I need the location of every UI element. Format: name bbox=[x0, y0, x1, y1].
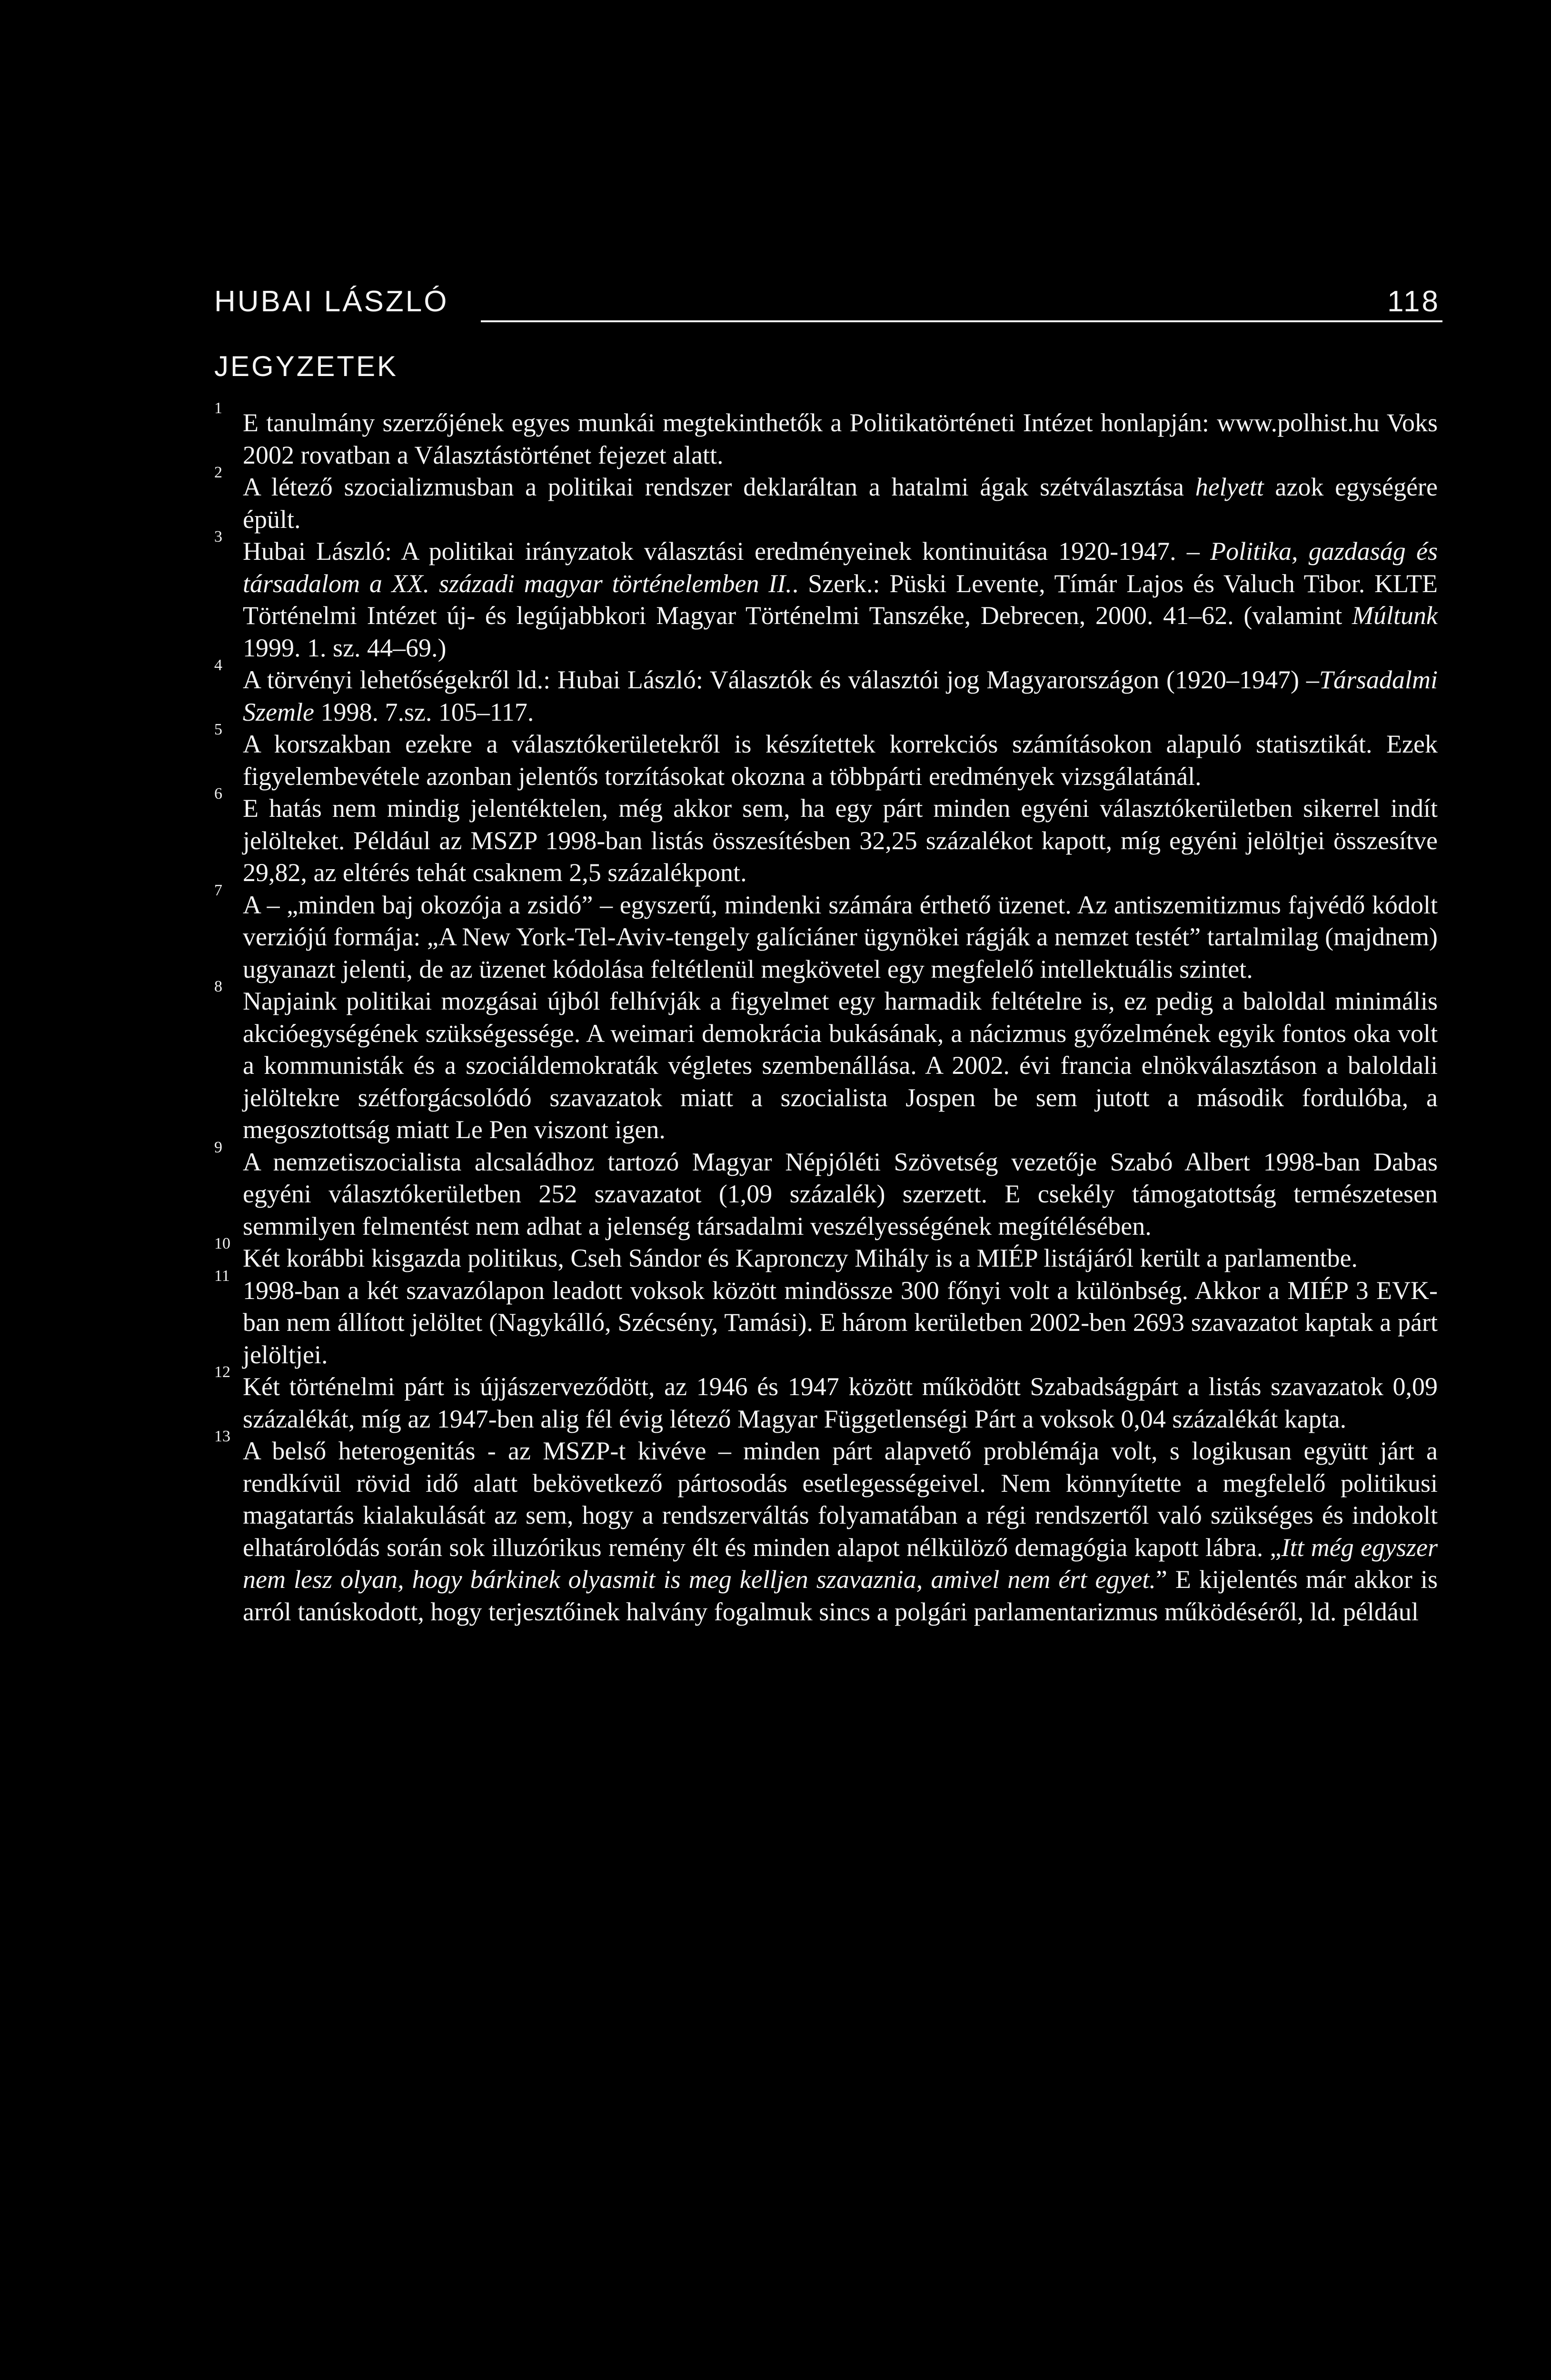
footnote-text-segment: . Szerk.: Püski Levente, Tímár Lajos és Valuch Tibor. KLTE Történelmi Intézet új- és legújabbkori Magyar Történelmi Tanszéke, Debrecen, 2000. 41–62. (valamint bbox=[243, 569, 1438, 630]
footnote-text bbox=[243, 664, 1438, 728]
footnote-number: 10 bbox=[214, 1235, 230, 1252]
footnote bbox=[214, 1235, 1438, 1275]
footnote-text-segment: 1999. 1. sz. 44–69.) bbox=[243, 633, 447, 662]
footnote-italic-text: Múltunk bbox=[1352, 601, 1438, 630]
footnote-text-segment: A belső heterogenitás - az MSZP-t kivéve – minden párt alapvető problémája volt, s logikusan együtt járt a rendkívül rövid idő alatt bekövetkező pártosodás esetlegességeivel. Nem könnyítette a megfelelő politikusi magatartás kialakulását az sem, hogy a rendszerváltás folyamatában a régi rendszertől való szükséges és indokolt elhatárolódás során sok illuzórikus remény élt és minden alapot nélkülöző demagógia kapott lábra. „ bbox=[243, 1437, 1438, 1562]
footnote-text-segment: A létező szocializmusban a politikai rendszer deklaráltan a hatalmi ágak szétválasztása bbox=[243, 473, 1195, 501]
footnote-text-segment: Napjaink politikai mozgásai újból felhívják a figyelmet egy harmadik feltételre is, ez pedig a baloldal minimális akcióegységének szükségessége. A weimari demokrácia bukásának, a nácizmus győzelmének egyik fontos oka volt a kommunisták és a szociáldemokraták végletes szembenállása. A 2002. évi francia elnökválasztáson a baloldali jelöltekre szétforgácsolódó szavazatok miatt a szocialista Jospen be sem jutott a második fordulóba, a megosztottság miatt Le Pen viszont igen. bbox=[243, 987, 1438, 1144]
footnote-text bbox=[243, 728, 1438, 793]
footnote-text-segment: Két történelmi párt is újjászerveződött, az 1946 és 1947 között működött Szabadságpárt a listás szavazatok 0,09 százalékát, míg az 1947-ben alig fél évig létező Magyar Függetlenségi Párt a voksok 0,04 százalékát kapta. bbox=[243, 1372, 1438, 1433]
header-rule bbox=[481, 320, 1442, 322]
footnote bbox=[214, 1428, 1438, 1628]
footnote-text bbox=[243, 1275, 1438, 1371]
footnote-number: 1 bbox=[214, 399, 222, 417]
footnote bbox=[214, 1267, 1438, 1371]
page-number: 118 bbox=[1387, 285, 1440, 318]
footnote-text-segment: A törvényi lehetőségekről ld.: Hubai László: Választók és választói jog Magyarországon (1920–1947) – bbox=[243, 665, 1319, 694]
footnote bbox=[214, 464, 1438, 536]
footnote-text bbox=[243, 471, 1438, 536]
footnote-number: 7 bbox=[214, 881, 222, 899]
footnote bbox=[214, 656, 1438, 728]
footnote-text bbox=[243, 1242, 1438, 1275]
footnote-text bbox=[243, 793, 1438, 889]
footnote-number: 9 bbox=[214, 1138, 222, 1156]
footnote-text bbox=[243, 536, 1438, 664]
footnote-number: 2 bbox=[214, 464, 222, 481]
footnote-number: 12 bbox=[214, 1363, 230, 1381]
footnote-text bbox=[243, 1146, 1438, 1243]
footnote-text bbox=[243, 889, 1438, 986]
footnote-number: 8 bbox=[214, 978, 222, 995]
footnote bbox=[214, 721, 1438, 793]
footnote-text-segment: azok egységére épült. bbox=[243, 473, 1438, 534]
footnote-text bbox=[243, 1371, 1438, 1435]
footnote-number: 13 bbox=[214, 1428, 230, 1445]
footnote-number: 4 bbox=[214, 656, 222, 674]
footnote-text-segment: E tanulmány szerzőjének egyes munkái megtekinthetők a Politikatörténeti Intézet honlapján: www.polhist.hu Voks 2002 rovatban a Választástörténet fejezet alatt. bbox=[243, 408, 1438, 469]
footnote bbox=[214, 785, 1438, 889]
notes-list bbox=[214, 399, 1438, 1628]
footnote bbox=[214, 978, 1438, 1146]
footnote-number: 11 bbox=[214, 1267, 230, 1285]
footnote bbox=[214, 399, 1438, 471]
footnote bbox=[214, 881, 1438, 986]
footnote bbox=[214, 1363, 1438, 1435]
footnote-text-segment: A – „minden baj okozója a zsidó” – egyszerű, mindenki számára érthető üzenet. Az antiszemitizmus fajvédő kódolt verziójú formája: „A New York-Tel-Aviv-tengely galíciáner ügynökei rágják a nemzet testét” tartalmilag (majdnem) ugyanazt jelenti, de az üzenet kódolása feltétlenül megkövetel egy megfelelő intellektuális szintet. bbox=[243, 890, 1438, 983]
footnote-text-segment: A korszakban ezekre a választókerületekről is készítettek korrekciós számításokon alapuló statisztikát. Ezek figyelembevétele azonban jelentős torzításokat okozna a többpárti eredmények vizsgálatánál. bbox=[243, 730, 1438, 791]
footnote-number: 5 bbox=[214, 721, 222, 738]
footnote-text-segment: ” E kijelentés már akkor is arról tanúskodott, hogy terjesztőinek halvány fogalmuk sincs a polgári parlamentarizmus működéséről, ld. például bbox=[243, 1565, 1438, 1626]
footnote-italic-text: Politika, gazdaság és társadalom a XX. századi magyar történelemben II. bbox=[243, 537, 1438, 598]
footnote-number: 3 bbox=[214, 528, 222, 545]
footnote-text-segment: 1998. 7.sz. 105–117. bbox=[314, 697, 534, 726]
footnote-italic-text: Társadalmi Szemle bbox=[243, 665, 1438, 726]
footnote-text bbox=[243, 1435, 1438, 1628]
footnote bbox=[214, 528, 1438, 664]
footnote-italic-text: helyett bbox=[1195, 473, 1264, 501]
header-author: HUBAI LÁSZLÓ bbox=[214, 285, 449, 318]
footnote bbox=[214, 1138, 1438, 1243]
footnote-text bbox=[243, 985, 1438, 1146]
footnote-number: 6 bbox=[214, 785, 222, 803]
footnote-text-segment: Hubai László: A politikai irányzatok választási eredményeinek kontinuitása 1920-1947. – bbox=[243, 537, 1211, 565]
footnote-text-segment: 1998-ban a két szavazólapon leadott voksok között mindössze 300 főnyi volt a különbség. Akkor a MIÉP 3 EVK-ban nem állított jelöltet (Nagykálló, Szécsény, Tamási). E három kerületben 2002-ben 2693 szavazatot kaptak a párt jelöltjei. bbox=[243, 1276, 1438, 1369]
footnote-text-segment: A nemzetiszocialista alcsaládhoz tartozó Magyar Népjóléti Szövetség vezetője Szabó Albert 1998-ban Dabas egyéni választókerületben 252 szavazatot (1,09 százalék) szerzett. E csekély támogatottság természetesen semmilyen felmentést nem adhat a jelenség társadalmi veszélyességének megítélésében. bbox=[243, 1147, 1438, 1240]
footnote-text bbox=[243, 407, 1438, 471]
running-header bbox=[214, 285, 1440, 327]
section-title: JEGYZETEK bbox=[214, 350, 398, 382]
footnote-italic-text: Itt még egyszer nem lesz olyan, hogy bárkinek olyasmit is meg kelljen szavaznia, amivel nem ért egyet. bbox=[243, 1533, 1438, 1594]
footnote-text-segment: E hatás nem mindig jelentéktelen, még akkor sem, ha egy párt minden egyéni választókerületben sikerrel indít jelölteket. Például az MSZP 1998-ban listás összesítésben 32,25 százalékot kapott, míg egyéni jelöltjei összesítve 29,82, az eltérés tehát csaknem 2,5 százalékpont. bbox=[243, 794, 1438, 887]
footnote-text-segment: Két korábbi kisgazda politikus, Cseh Sándor és Kapronczy Mihály is a MIÉP listájáról került a parlamentbe. bbox=[243, 1244, 1358, 1272]
